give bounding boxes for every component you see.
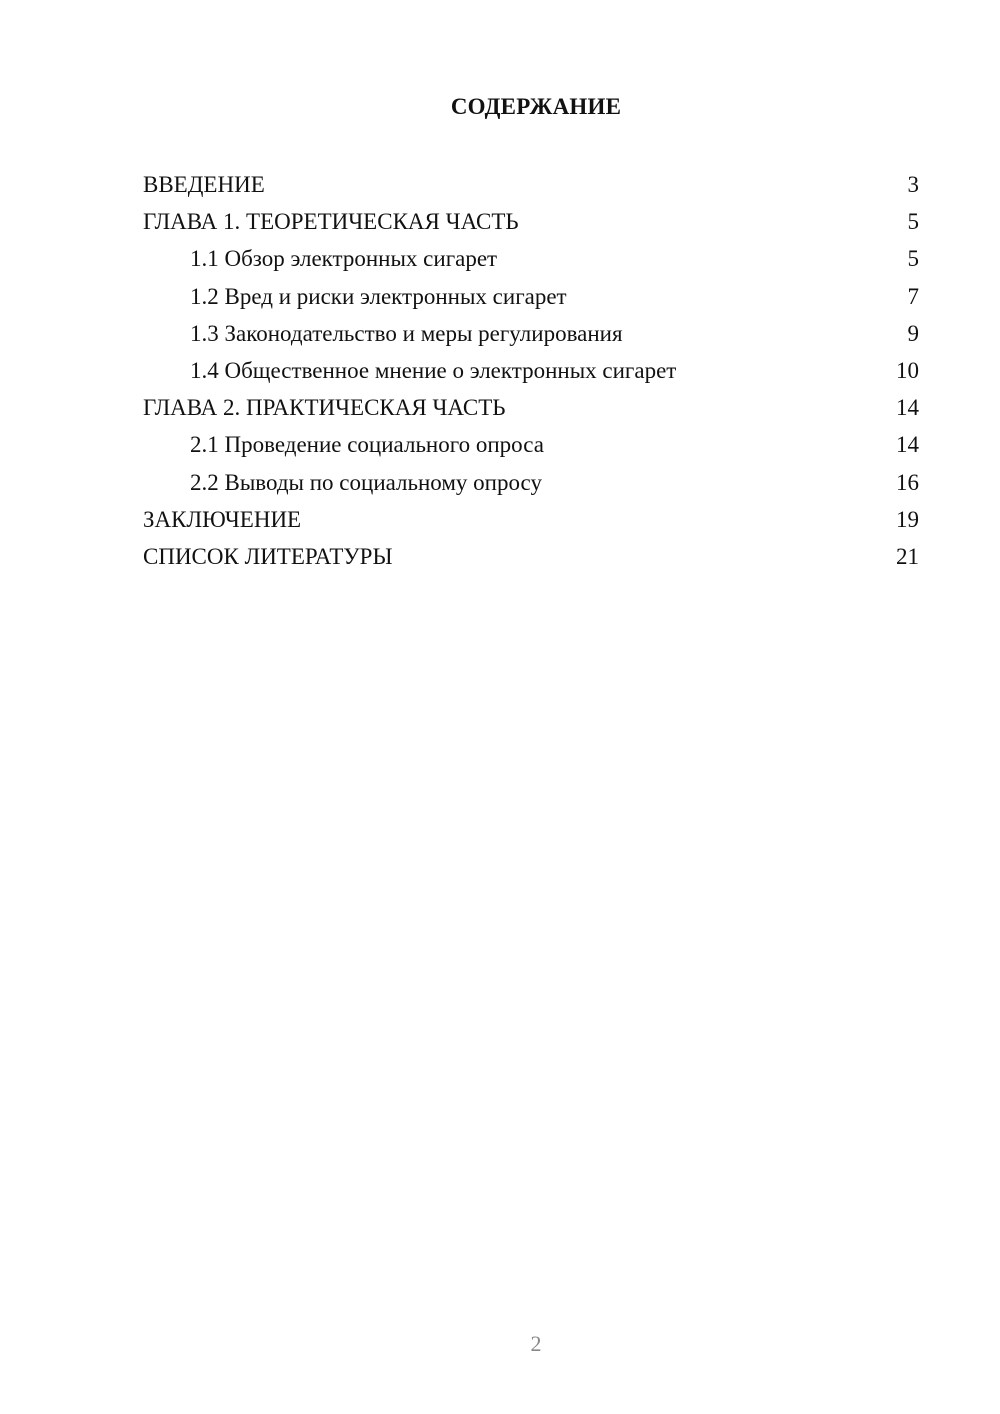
toc-entry-section-2-1 <box>143 426 919 463</box>
toc-entry-label: ГЛАВА 2. ПРАКТИЧЕСКАЯ ЧАСТЬ <box>143 395 506 421</box>
toc-entry-page: 5 <box>907 209 919 235</box>
toc-entry-page: 14 <box>896 432 919 458</box>
toc-entry-page: 14 <box>896 395 919 421</box>
page-number: 2 <box>530 1331 542 1356</box>
toc-entry-label: ВВЕДЕНИЕ <box>143 172 265 197</box>
toc-entry-chapter-1 <box>143 203 919 240</box>
toc-entry-section-1-4 <box>143 352 919 389</box>
toc-entry-page: 16 <box>896 469 919 495</box>
toc-entry-label: ГЛАВА 1. ТЕОРЕТИЧЕСКАЯ ЧАСТЬ <box>143 209 519 235</box>
toc-entry-label: ЗАКЛЮЧЕНИЕ <box>143 506 302 532</box>
toc-entry-page: 10 <box>896 357 919 383</box>
toc-entry-chapter-2 <box>143 389 919 426</box>
toc-entry-label: 2.2 Выводы по социальному опросу <box>190 469 542 495</box>
toc-entry-page: 9 <box>907 320 919 346</box>
toc-entry-section-1-1 <box>143 240 919 277</box>
toc-entry-label: 1.1 Обзор электронных сигарет <box>190 246 498 272</box>
toc-entry-section-1-3 <box>143 315 919 352</box>
toc-entry-label: СПИСОК ЛИТЕРАТУРЫ <box>143 543 393 569</box>
table-of-contents <box>143 166 919 575</box>
toc-entry-page: 21 <box>896 543 919 569</box>
toc-entry-label: 1.4 Общественное мнение о электронных сигарет <box>190 357 677 383</box>
toc-entry-section-2-2 <box>143 464 919 501</box>
toc-entry-section-1-2 <box>143 278 919 315</box>
page-title: СОДЕРЖАНИЕ <box>450 94 622 119</box>
toc-entry-page: 7 <box>907 283 919 309</box>
toc-entry-page: 5 <box>907 246 919 272</box>
toc-entry-label: 2.1 Проведение социального опроса <box>190 432 544 458</box>
toc-entry-introduction <box>143 166 919 203</box>
toc-entry-page: 3 <box>907 172 919 197</box>
toc-entry-page: 19 <box>896 506 919 532</box>
toc-entry-label: 1.3 Законодательство и меры регулирования <box>190 320 623 346</box>
toc-entry-label: 1.2 Вред и риски электронных сигарет <box>190 283 567 309</box>
toc-entry-references <box>143 538 919 575</box>
toc-entry-conclusion <box>143 501 919 538</box>
